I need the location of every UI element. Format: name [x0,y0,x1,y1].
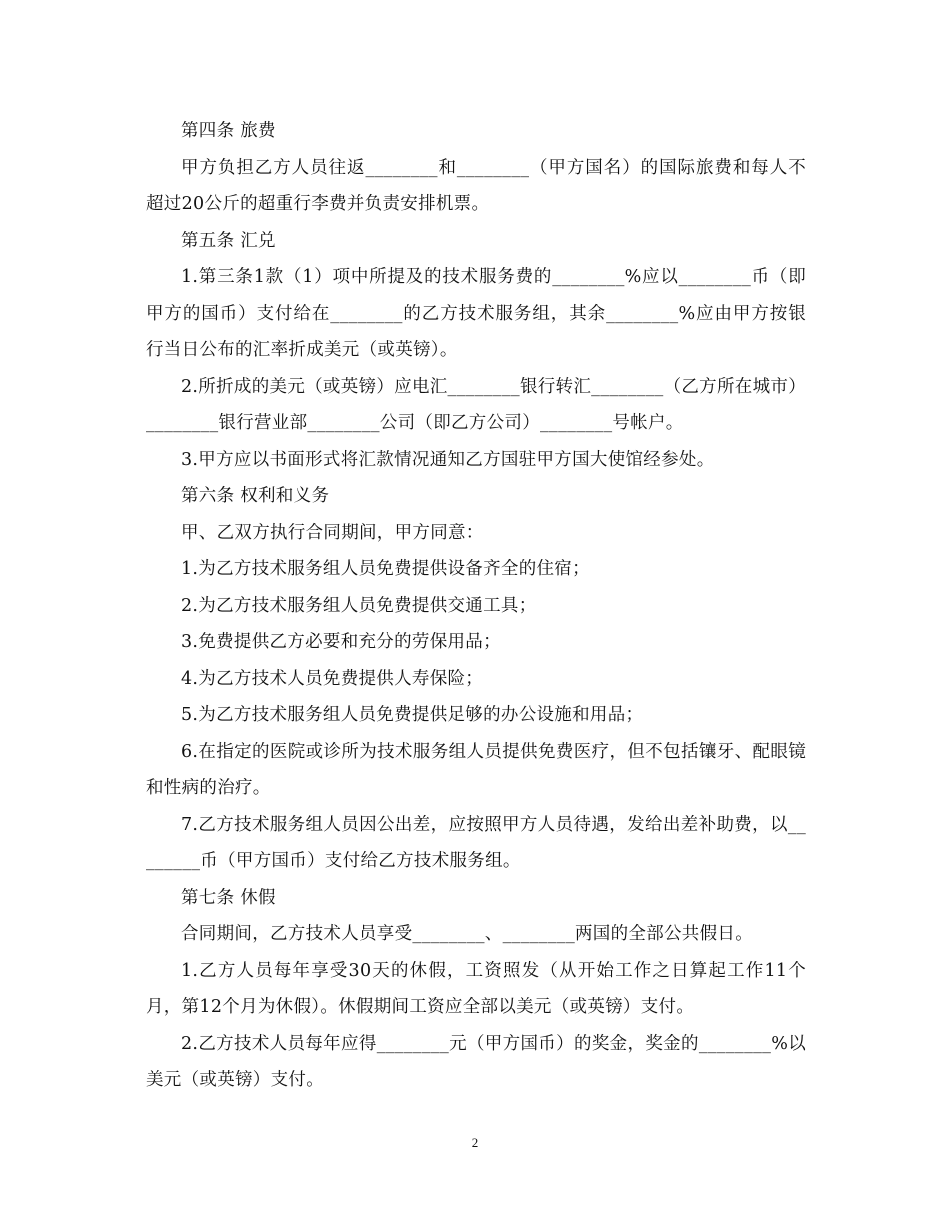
article-7-clause-1: 1.乙方人员每年享受30天的休假，工资照发（从开始工作之日算起工作11个月，第12个月为休假）。休假期间工资应全部以美元（或英镑）支付。 [146,960,806,1017]
article-6-item-6: 6.在指定的医院或诊所为技术服务组人员提供免费医疗，但不包括镶牙、配眼镜和性病的治疗。 [146,741,806,798]
article-6-item-4: 4.为乙方技术人员免费提供人寿保险； [181,668,484,689]
page-number: 2 [471,1135,479,1150]
article-5-heading: 第五条 汇兑 [181,230,276,251]
article-4-heading: 第四条 旅费 [181,121,276,141]
article-7-clause-2: 2.乙方技术人员每年应得________元（甲方国币）的奖金，奖金的________%以美元（或英镑）支付。 [146,1033,806,1090]
article-7-intro: 合同期间，乙方技术人员享受________、________两国的全部公共假日。 [181,924,753,944]
article-4-paragraph: 甲方负担乙方人员往返________和________（甲方国名）的国际旅费和每人不超过20公斤的超重行李费并负责安排机票。 [146,157,806,214]
document-body [146,113,806,1099]
article-6-item-2: 2.为乙方技术服务组人员免费提供交通工具； [181,595,537,616]
article-7-heading: 第七条 休假 [181,887,276,908]
article-6-item-3: 3.免费提供乙方必要和充分的劳保用品； [181,632,501,652]
article-6-item-7: 7.乙方技术服务组人员因公出差，应按照甲方人员待遇，发给出差补助费，以________币（甲方国币）支付给乙方技术服务组。 [146,814,806,871]
article-5-clause-1: 1.第三条1款（1）项中所提及的技术服务费的________%应以________币（即甲方的国币）支付给在________的乙方技术服务组，其余________%应由甲方按银行当日公布的汇率折成美元（或英镑）。 [146,267,806,360]
article-5-clause-2: 2.所折成的美元（或英镑）应电汇________银行转汇________（乙方所在城市）________银行营业部________公司（即乙方公司）________号帐户。 [146,376,806,433]
article-6-intro: 甲、乙双方执行合同期间，甲方同意： [181,522,484,543]
article-6-item-5: 5.为乙方技术服务组人员免费提供足够的办公设施和用品； [181,705,644,725]
article-6-heading: 第六条 权利和义务 [181,486,330,506]
article-6-item-1: 1.为乙方技术服务组人员免费提供设备齐全的住宿； [181,559,590,579]
article-5-clause-3: 3.甲方应以书面形式将汇款情况通知乙方国驻甲方国大使馆经参处。 [181,449,715,470]
